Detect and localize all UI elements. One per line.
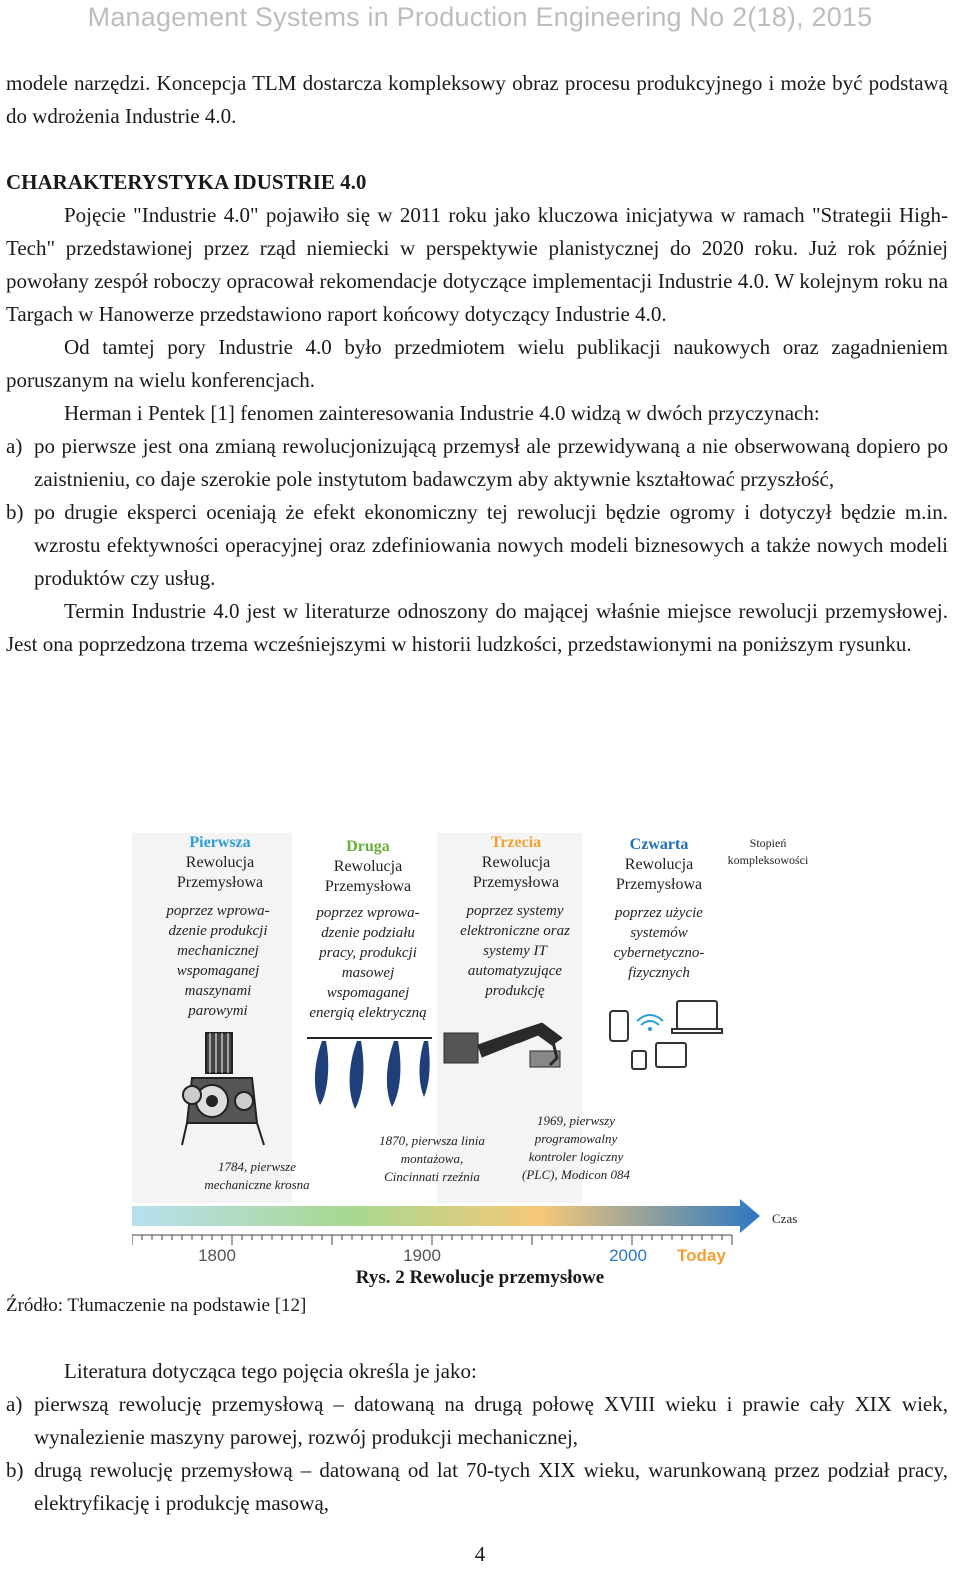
figure-caption: Rys. 2 Rewolucje przemysłowe [355, 1267, 605, 1288]
rev-2-desc: masowej [341, 965, 395, 981]
year-label-1900: 1900 [403, 1246, 441, 1265]
figure-industrial-revolutions [132, 833, 822, 1278]
rev-3-desc: produkcję [485, 983, 545, 999]
rev-1-ordinal: Pierwsza [189, 834, 251, 851]
figure-source: Źródło: Tłumaczenie na podstawie [12] [6, 1295, 307, 1316]
rev-3-desc: poprzez systemy [466, 903, 564, 919]
rev-1-desc: maszynami [184, 983, 252, 999]
today-label: Today [677, 1246, 726, 1265]
list-item [6, 1388, 948, 1454]
rev-4-ordinal: Czwarta [629, 836, 689, 853]
journal-header: Management Systems in Production Engineering No 2(18), 2015 [87, 2, 873, 32]
event-1969: (PLC), Modicon 084 [522, 1167, 630, 1182]
complexity-label-1: Stopień [749, 836, 787, 850]
rev-4-desc: poprzez użycie [615, 905, 703, 921]
list-item-text: po pierwsze jest ona zmianą rewolucjonizującą przemysł ale przewidywaną a nie obserwowaną dopiero po zaistnieniu, co daje szerokie pole instytutom badawczym aby aktywnie kształtować przyszłość, [34, 434, 948, 491]
event-1784: 1784, pierwsze [218, 1159, 296, 1174]
paragraph-2: Od tamtej pory Industrie 4.0 było przedmiotem wielu publikacji naukowych oraz zagadnieniem poruszanym na wielu konferencjach. [6, 335, 948, 392]
rev-2-ordinal: Druga [346, 838, 390, 855]
rev-2-desc: wspomaganej [326, 985, 410, 1001]
rev-1-desc: parowymi [188, 1003, 248, 1019]
rev-1-desc: poprzez wprowa- [166, 903, 270, 919]
list-item [6, 1454, 948, 1520]
time-label: Czas [772, 1211, 798, 1226]
paragraph-4: Termin Industrie 4.0 jest w literaturze odnoszony do mającej właśnie miejsce rewolucji przemysłowej. Jest ona poprzedzona trzema wcześniejszymi w historii ludzkości, przedstawionymi na poniższym rysunku. [6, 599, 948, 656]
rev-4-desc: systemów [630, 925, 688, 941]
main-text [6, 67, 948, 661]
rev-3-desc: automatyzujące [467, 963, 563, 979]
rev-2-line1: Rewolucja [333, 858, 403, 875]
rev-1-line2: Przemysłowa [176, 874, 264, 891]
rev-2-desc: dzenie podziału [321, 925, 415, 941]
rev-4-desc: fizycznych [628, 965, 690, 981]
rev-3-desc: elektroniczne oraz [460, 923, 570, 939]
event-1870: montażowa, [400, 1151, 464, 1166]
event-1969: 1969, pierwszy [537, 1113, 615, 1128]
list-item-text: pierwszą rewolucję przemysłową – datowaną na drugą połowę XVIII wieku i prawie cały XIX wiek, wynalezienie maszyny parowej, rozwój produkcji mechanicznej, [34, 1392, 948, 1449]
rev-1-desc: dzenie produkcji [168, 923, 268, 939]
rev-2-desc: energią elektryczną [309, 1005, 427, 1021]
rev-2-desc: poprzez wprowa- [316, 905, 420, 921]
year-label-1800: 1800 [198, 1246, 236, 1265]
event-1784: mechaniczne krosna [204, 1177, 310, 1192]
event-1870: 1870, pierwsza linia [379, 1133, 485, 1148]
event-1969: kontroler logiczny [528, 1149, 624, 1164]
rev-1-desc: mechanicznej [177, 943, 259, 959]
event-1969: programowalny [534, 1131, 618, 1146]
rev-4-line2: Przemysłowa [615, 876, 703, 893]
paragraph-5: Literatura dotycząca tego pojęcia określa je jako: [64, 1359, 477, 1383]
list-marker: a) [6, 1392, 23, 1416]
paragraph-3: Herman i Pentek [1] fenomen zainteresowania Industrie 4.0 widzą w dwóch przyczynach: [64, 401, 820, 425]
list-item-text: drugą rewolucję przemysłową – datowaną od lat 70-tych XIX wieku, warunkowaną przez podział pracy, elektryfikację i produkcję masową, [34, 1458, 948, 1515]
paragraph-1: Pojęcie "Industrie 4.0" pojawiło się w 2011 roku jako kluczowa inicjatywa w ramach "Strategii High-Tech" przedstawionej przez rząd niemiecki w perspektywie planistycznej do 2020 roku. Już rok później powołany zespół roboczy opracował rekomendacje dotyczące implementacji Industrie 4.0. W kolejnym roku na Targach w Hanowerze przedstawiono raport końcowy dotyczący Industrie 4.0. [6, 203, 948, 326]
revolutions-diagram [132, 833, 822, 1278]
rev-3-desc: systemy IT [483, 943, 547, 959]
intro-paragraph: modele narzędzi. Koncepcja TLM dostarcza kompleksowy obraz procesu produkcyjnego i może być podstawą do wdrożenia Industrie 4.0. [6, 71, 948, 128]
rev-3-line2: Przemysłowa [472, 874, 560, 891]
complexity-label-2: kompleksowości [727, 853, 809, 867]
list-item [6, 496, 948, 595]
rev-1-desc: wspomaganej [176, 963, 260, 979]
year-label-2000: 2000 [609, 1246, 647, 1265]
rev-3-line1: Rewolucja [481, 854, 551, 871]
section-heading: CHARAKTERYSTYKA IDUSTRIE 4.0 [6, 170, 367, 194]
page-number: 4 [474, 1542, 486, 1566]
rev-2-desc: pracy, produkcji [319, 945, 417, 961]
rev-4-desc: cybernetyczno- [613, 945, 705, 961]
timeline-arrow [132, 1199, 760, 1233]
rev-3-ordinal: Trzecia [490, 834, 542, 851]
rev-1-line1: Rewolucja [185, 854, 255, 871]
list-marker: a) [6, 434, 23, 458]
rev-4-line1: Rewolucja [624, 856, 694, 873]
event-1870: Cincinnati rzeźnia [384, 1169, 480, 1184]
main-text-continued [6, 1355, 948, 1520]
timeline-ticks [132, 1235, 732, 1245]
list-marker: b) [6, 500, 24, 524]
list-item-text: po drugie eksperci oceniają że efekt ekonomiczny tej rewolucji będzie ogromy i dotyczył będzie m.in. wzrostu efektywności operacyjnej oraz zdefiniowania nowych modeli biznesowych a także nowych modeli produktów czy usług. [34, 500, 948, 590]
list-marker: b) [6, 1458, 24, 1482]
rev-2-line2: Przemysłowa [324, 878, 412, 895]
list-item [6, 430, 948, 496]
